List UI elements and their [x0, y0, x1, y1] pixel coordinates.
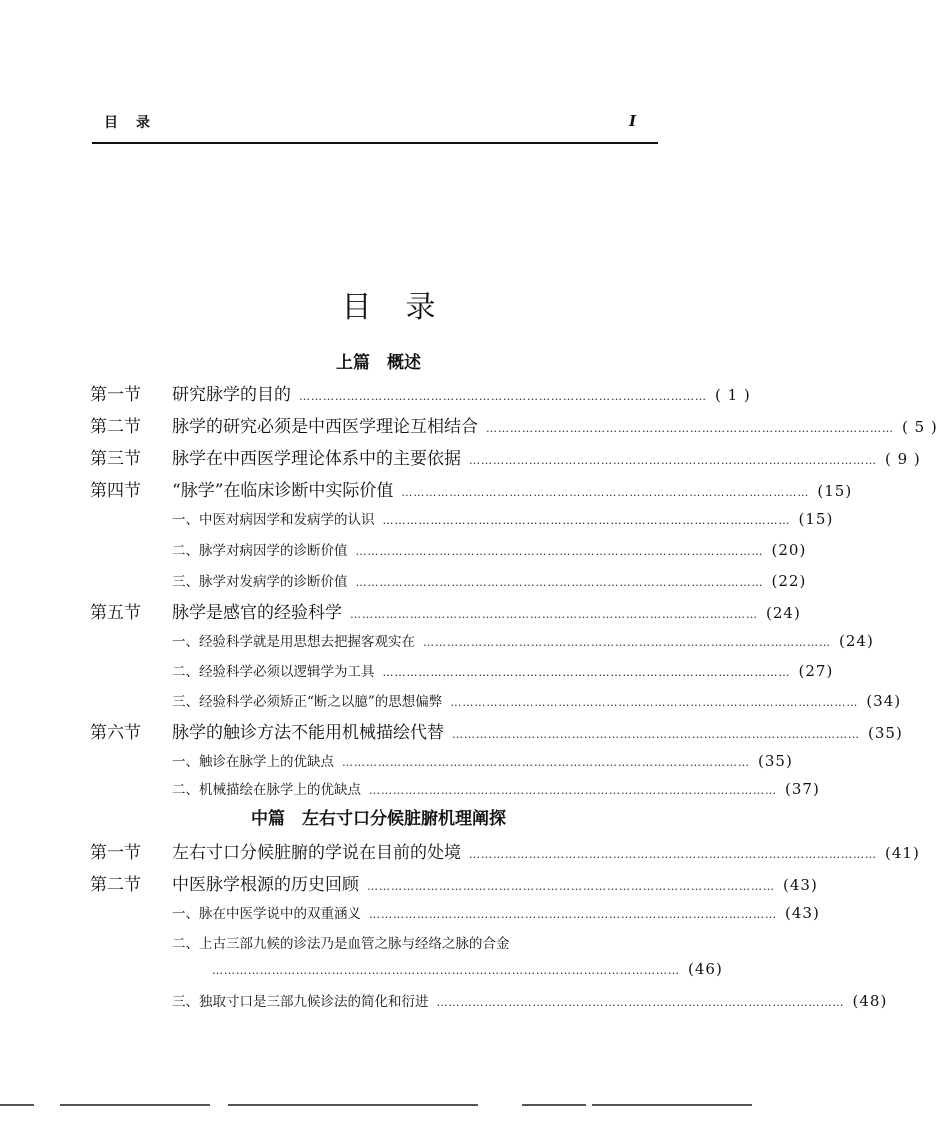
leader-dots: …………………………………………………………………………………………	[452, 728, 860, 741]
page-number: (34)	[866, 692, 902, 710]
toc-entry[interactable]	[90, 412, 938, 437]
entry-title: 脉学的研究必须是中西医学理论互相结合	[172, 417, 478, 437]
toc-subentry-continuation	[212, 960, 723, 978]
header-section-title: 目录	[104, 115, 168, 131]
toc-entry[interactable]	[90, 870, 818, 895]
scan-artifact-line	[0, 1104, 34, 1106]
section-number: 第六节	[90, 723, 141, 743]
scan-artifact-line	[592, 1104, 752, 1106]
toc-entry[interactable]	[90, 380, 751, 405]
entry-title: “脉学”在临床诊断中实际价值	[172, 481, 394, 501]
page-number: (43)	[785, 904, 820, 922]
entry-title: 一、脉在中医学说中的双重涵义	[172, 906, 361, 922]
toc-subentry[interactable]	[172, 690, 902, 710]
page-number: (35)	[868, 724, 903, 742]
toc-entry[interactable]	[90, 838, 920, 863]
page-number: (48)	[852, 992, 888, 1010]
toc-subentry[interactable]	[172, 990, 888, 1010]
leader-dots: …………………………………………………………………………………………	[355, 576, 764, 589]
page-title: 目录	[341, 290, 470, 325]
page-number: (37)	[785, 780, 820, 798]
toc-entry[interactable]	[90, 718, 903, 743]
entry-title: 二、脉学对病因学的诊断价值	[172, 543, 348, 559]
leader-dots: …………………………………………………………………………………………	[342, 756, 750, 769]
scan-artifact-line	[60, 1104, 210, 1106]
entry-title: 三、脉学对发病学的诊断价值	[172, 574, 348, 590]
leader-dots: …………………………………………………………………………………………	[469, 454, 877, 467]
entry-title: 脉学的触诊方法不能用机械描绘代替	[172, 723, 444, 743]
toc-subentry[interactable]	[172, 539, 807, 559]
toc-subentry[interactable]	[172, 778, 820, 798]
page-number: (24)	[839, 632, 874, 650]
page-number: (24)	[766, 604, 801, 622]
page-number: (46)	[688, 960, 723, 978]
page-number: ( 5 )	[902, 418, 938, 436]
leader-dots: …………………………………………………………………………………………	[450, 696, 859, 709]
toc-entry[interactable]	[90, 444, 921, 469]
leader-dots: …………………………………………………………………………………………	[299, 390, 707, 403]
entry-title: 二、机械描绘在脉学上的优缺点	[172, 782, 361, 798]
toc-subentry[interactable]	[172, 902, 820, 922]
toc-subentry[interactable]	[172, 630, 874, 650]
leader-dots: …………………………………………………………………………………………	[369, 784, 777, 797]
page-number: (20)	[771, 541, 807, 559]
toc-entry[interactable]	[90, 476, 853, 501]
toc-subentry[interactable]	[172, 750, 793, 770]
leader-dots: …………………………………………………………………………………………	[401, 486, 810, 499]
part-heading-middle: 中篇 左右寸口分候脏腑机理阐探	[251, 809, 506, 829]
entry-title: 脉学在中西医学理论体系中的主要依据	[172, 449, 461, 469]
toc-subentry[interactable]	[172, 570, 807, 590]
toc-subentry[interactable]	[172, 508, 834, 528]
entry-title: 一、触诊在脉学上的优缺点	[172, 754, 334, 770]
page-number: (15)	[817, 482, 853, 500]
part-heading-upper: 上篇 概述	[336, 353, 421, 373]
page-number: (43)	[783, 876, 818, 894]
leader-dots: …………………………………………………………………………………………	[382, 666, 791, 679]
section-number: 第三节	[90, 449, 141, 469]
entry-title: 研究脉学的目的	[172, 385, 291, 405]
leader-dots: …………………………………………………………………………………………	[486, 422, 894, 435]
toc-subentry[interactable]	[172, 660, 834, 680]
page-number: (27)	[798, 662, 834, 680]
leader-dots: …………………………………………………………………………………………	[423, 636, 831, 649]
entry-title: 左右寸口分候脏腑的学说在目前的处境	[172, 843, 461, 863]
toc-entry[interactable]	[90, 598, 801, 623]
entry-title: 一、中医对病因学和发病学的认识	[172, 512, 375, 528]
section-number: 第四节	[90, 481, 141, 501]
entry-title: 脉学是感官的经验科学	[172, 603, 342, 623]
header-page-number: I	[628, 112, 636, 130]
leader-dots: ………………………………………………………………………………………………………	[212, 964, 680, 977]
section-number: 第一节	[90, 385, 141, 405]
scan-artifact-line	[228, 1104, 478, 1106]
section-number: 第五节	[90, 603, 141, 623]
leader-dots: …………………………………………………………………………………………	[355, 545, 764, 558]
section-number: 第一节	[90, 843, 141, 863]
scan-artifact-line	[522, 1104, 586, 1106]
leader-dots: …………………………………………………………………………………………	[369, 908, 777, 921]
entry-title: 一、经验科学就是用思想去把握客观实在	[172, 634, 415, 650]
section-number: 第二节	[90, 875, 141, 895]
leader-dots: …………………………………………………………………………………………	[350, 608, 758, 621]
running-header	[92, 112, 658, 144]
entry-title: 三、经验科学必须矫正“断之以臆”的思想偏弊	[172, 694, 443, 710]
page-number: ( 1 )	[715, 386, 751, 404]
page-number: ( 9 )	[885, 450, 921, 468]
entry-title: 二、经验科学必须以逻辑学为工具	[172, 664, 375, 680]
section-number: 第二节	[90, 417, 141, 437]
leader-dots: …………………………………………………………………………………………	[382, 514, 791, 527]
leader-dots: …………………………………………………………………………………………	[469, 848, 877, 861]
entry-title: 中医脉学根源的历史回顾	[172, 875, 359, 895]
leader-dots: …………………………………………………………………………………………	[436, 996, 845, 1009]
toc-subentry-wrapped[interactable]: 二、上古三部九候的诊法乃是血管之脉与经络之脉的合金	[172, 936, 510, 952]
page-number: (22)	[771, 572, 807, 590]
entry-title: 三、独取寸口是三部九候诊法的简化和衍进	[172, 994, 429, 1010]
leader-dots: …………………………………………………………………………………………	[367, 880, 775, 893]
page-number: (15)	[798, 510, 834, 528]
page-number: (41)	[885, 844, 920, 862]
page-number: (35)	[758, 752, 793, 770]
